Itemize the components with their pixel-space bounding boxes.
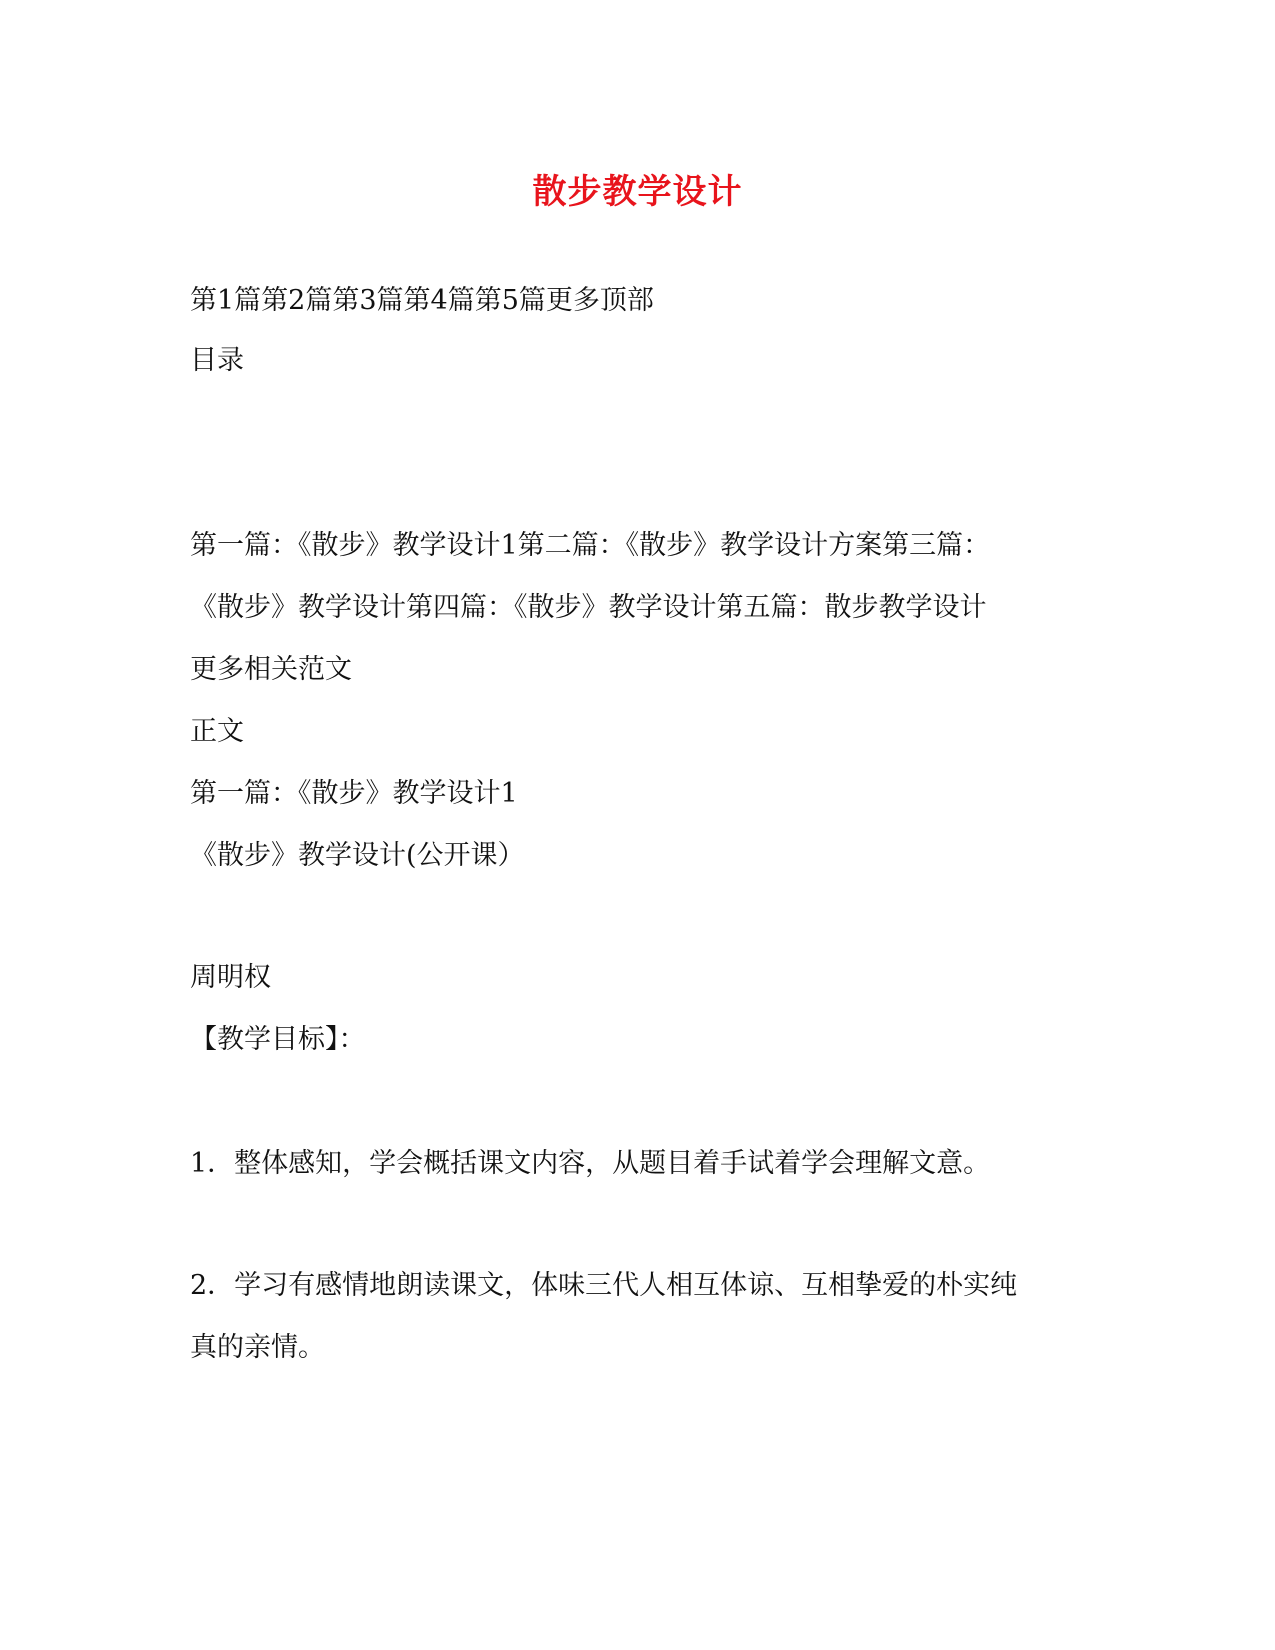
objective-item: 1．整体感知，学会概括课文内容，从题目着手试着学会理解文意。 — [190, 1148, 991, 1179]
body-heading: 正文 — [190, 716, 244, 747]
objective-item: 2．学习有感情地朗读课文，体味三代人相互体谅、互相挚爱的朴实纯 — [190, 1270, 1018, 1301]
toc-line: 《散步》教学设计第四篇：《散步》教学设计第五篇：散步教学设计 — [190, 592, 987, 623]
objectives-heading: 【教学目标】： — [190, 1024, 366, 1055]
toc-line: 更多相关范文 — [190, 654, 352, 685]
toc-heading: 目录 — [190, 345, 244, 376]
part1-heading: 第一篇：《散步》教学设计1 — [190, 778, 518, 809]
part1-subtitle: 《散步》教学设计(公开课） — [190, 840, 525, 871]
author-name: 周明权 — [190, 962, 271, 993]
objective-item-continuation: 真的亲情。 — [190, 1332, 325, 1363]
document-title: 散步教学设计 — [532, 172, 743, 212]
toc-line: 第一篇：《散步》教学设计1第二篇：《散步》教学设计方案第三篇： — [190, 530, 991, 561]
article-nav: 第1篇第2篇第3篇第4篇第5篇更多顶部 — [190, 285, 654, 316]
